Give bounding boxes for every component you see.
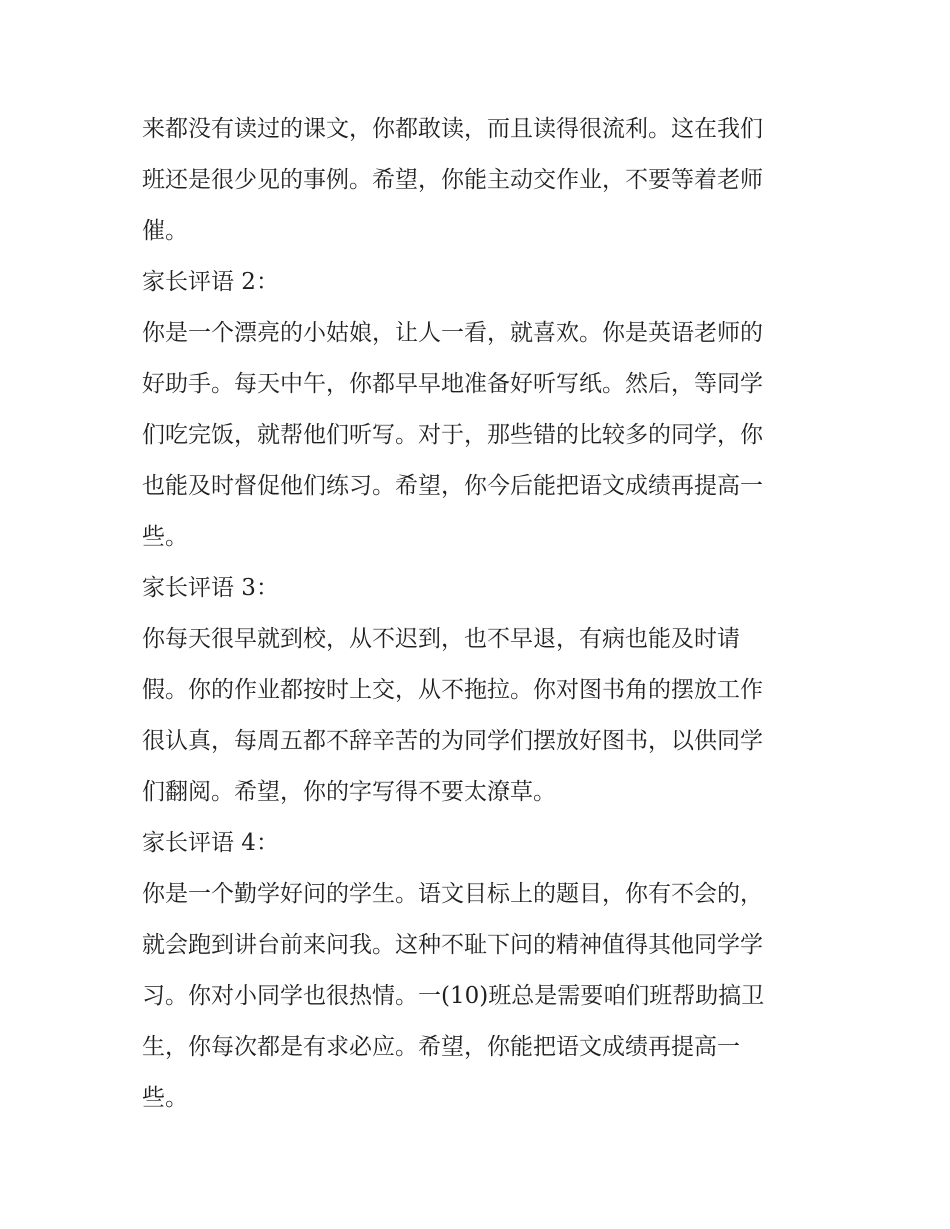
- text-line: 你每天很早就到校，从不迟到，也不早退，有病也能及时请: [142, 626, 740, 652]
- text-line: 生，你每次都是有求必应。希望，你能把语文成绩再提高一: [142, 1034, 740, 1060]
- text-line: 们翻阅。希望，你的字写得不要太潦草。: [142, 779, 556, 805]
- text-line: 你是一个漂亮的小姑娘，让人一看，就喜欢。你是英语老师的: [142, 320, 763, 346]
- text-line: 习。你对小同学也很热情。一(10)班总是需要咱们班帮助搞卫: [142, 983, 765, 1009]
- text-line: 催。: [142, 218, 188, 244]
- text-line: 来都没有读过的课文，你都敢读，而且读得很流利。这在我们: [142, 116, 763, 142]
- text-line: 们吃完饭，就帮他们听写。对于，那些错的比较多的同学，你: [142, 422, 763, 448]
- comment-1-paragraph: [142, 104, 822, 257]
- text-line: 也能及时督促他们练习。希望，你今后能把语文成绩再提高一: [142, 473, 763, 499]
- section-heading: 家长评语 2：: [142, 269, 279, 295]
- document-body: [142, 104, 822, 1124]
- text-line: 些。: [142, 524, 188, 550]
- text-line: 假。你的作业都按时上交，从不拖拉。你对图书角的摆放工作: [142, 677, 763, 703]
- text-line: 班还是很少见的事例。希望，你能主动交作业，不要等着老师: [142, 167, 763, 193]
- section-heading: 家长评语 4：: [142, 830, 279, 856]
- comment-3-paragraph: [142, 614, 822, 818]
- text-line: 你是一个勤学好问的学生。语文目标上的题目，你有不会的，: [142, 881, 763, 907]
- text-line: 很认真，每周五都不辞辛苦的为同学们摆放好图书，以供同学: [142, 728, 763, 754]
- comment-4-heading: [142, 818, 822, 869]
- comment-2-heading: [142, 257, 822, 308]
- text-line: 就会跑到讲台前来问我。这种不耻下问的精神值得其他同学学: [142, 932, 763, 958]
- comment-2-paragraph: [142, 308, 822, 563]
- comment-3-heading: [142, 563, 822, 614]
- text-line: 些。: [142, 1085, 188, 1111]
- text-line: 好助手。每天中午，你都早早地准备好听写纸。然后，等同学: [142, 371, 763, 397]
- comment-4-paragraph: [142, 869, 822, 1124]
- section-heading: 家长评语 3：: [142, 575, 279, 601]
